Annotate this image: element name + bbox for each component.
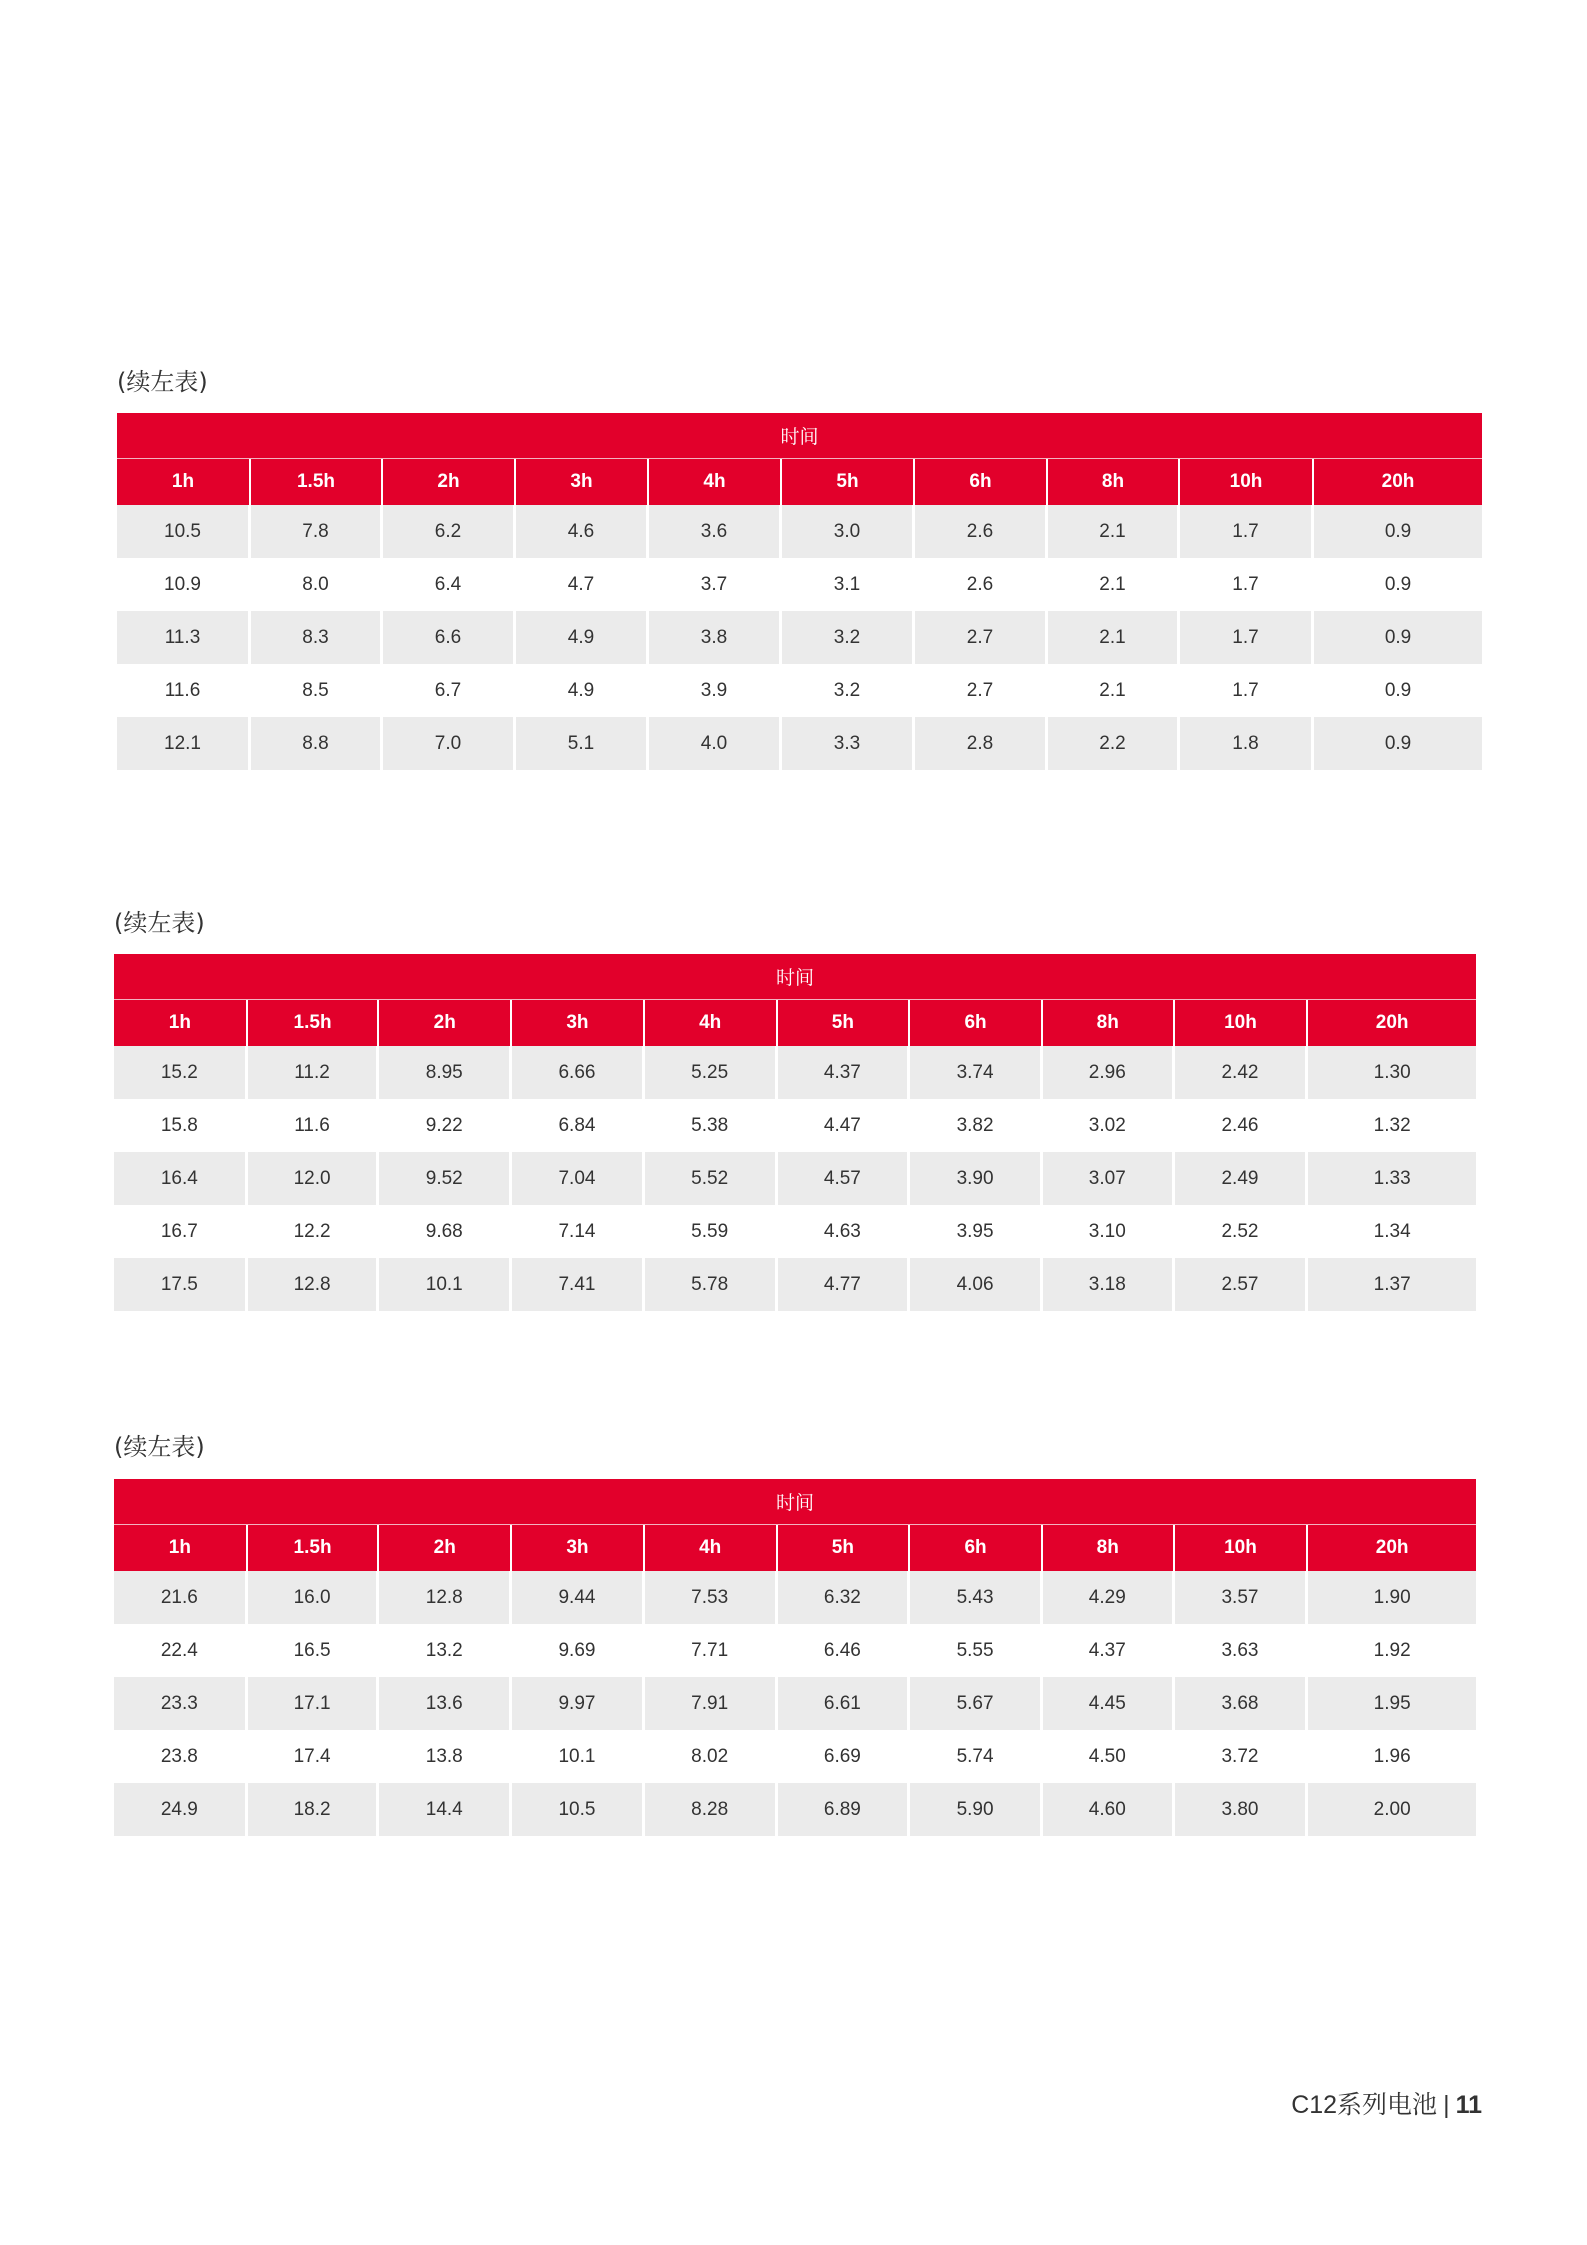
table-cell: 1.7 [1180,505,1314,558]
table-cell: 9.68 [379,1205,512,1258]
table-cell: 0.9 [1314,717,1482,770]
table-cell: 6.66 [512,1046,645,1099]
table-cell: 9.44 [512,1571,645,1624]
table-cell: 7.14 [512,1205,645,1258]
column-header: 8h [1048,459,1180,505]
table-cell: 8.02 [645,1730,778,1783]
table-cell: 5.67 [910,1677,1043,1730]
table-cell: 2.1 [1048,611,1180,664]
discharge-table [114,1479,1476,1836]
table-caption: (续左表) [117,368,208,396]
table-cell: 9.69 [512,1624,645,1677]
table-cell: 1.92 [1308,1624,1476,1677]
column-header: 20h [1308,1525,1476,1571]
table-cell: 10.5 [117,505,251,558]
table-title: 时间 [114,954,1476,1000]
table-cell: 24.9 [114,1783,248,1836]
table-cell: 7.41 [512,1258,645,1311]
table-cell: 4.63 [778,1205,911,1258]
table-row [114,1046,1476,1099]
discharge-table [114,954,1476,1311]
table-cell: 12.8 [248,1258,380,1311]
table-cell: 3.3 [782,717,915,770]
table-cell: 3.10 [1043,1205,1175,1258]
column-header: 5h [778,1000,911,1046]
column-header: 5h [778,1525,911,1571]
table-cell: 0.9 [1314,505,1482,558]
table-cell: 8.95 [379,1046,512,1099]
table-title-row [114,1479,1476,1525]
table-cell: 3.80 [1175,1783,1309,1836]
column-header: 1.5h [251,459,383,505]
table-cell: 4.06 [910,1258,1043,1311]
table-cell: 23.8 [114,1730,248,1783]
column-header: 1h [114,1000,248,1046]
table-cell: 3.02 [1043,1099,1175,1152]
table-cell: 5.43 [910,1571,1043,1624]
column-header: 8h [1043,1525,1175,1571]
table-cell: 4.6 [516,505,649,558]
footer-separator: | [1443,2091,1450,2119]
column-header: 10h [1175,1000,1309,1046]
table-cell: 4.77 [778,1258,911,1311]
page-footer [1291,2085,1482,2121]
table-cell: 5.38 [645,1099,778,1152]
table-cell: 3.2 [782,611,915,664]
table-cell: 8.8 [251,717,383,770]
table-cell: 1.90 [1308,1571,1476,1624]
table-cell: 3.68 [1175,1677,1309,1730]
table-cell: 10.9 [117,558,251,611]
table-cell: 11.2 [248,1046,380,1099]
column-header: 3h [516,459,649,505]
table-cell: 2.46 [1175,1099,1309,1152]
table-header-row [117,459,1482,505]
table-cell: 4.45 [1043,1677,1175,1730]
table-row [114,1783,1476,1836]
column-header: 1h [114,1525,248,1571]
table-cell: 16.7 [114,1205,248,1258]
table-cell: 3.72 [1175,1730,1309,1783]
table-cell: 12.2 [248,1205,380,1258]
table-title: 时间 [117,413,1482,459]
table-cell: 15.2 [114,1046,248,1099]
table-cell: 16.5 [248,1624,380,1677]
table-cell: 8.0 [251,558,383,611]
table-cell: 2.7 [915,664,1048,717]
table-row [114,1624,1476,1677]
table-cell: 3.18 [1043,1258,1175,1311]
table-cell: 15.8 [114,1099,248,1152]
table-title: 时间 [114,1479,1476,1525]
footer-label: C12系列电池 [1291,2091,1438,2119]
table-cell: 0.9 [1314,558,1482,611]
table-row [114,1730,1476,1783]
table-title-row [114,954,1476,1000]
table-cell: 16.4 [114,1152,248,1205]
column-header: 6h [910,1525,1043,1571]
table-cell: 2.49 [1175,1152,1309,1205]
column-header: 8h [1043,1000,1175,1046]
column-header: 6h [915,459,1048,505]
column-header: 3h [512,1525,645,1571]
table-cell: 6.84 [512,1099,645,1152]
table-cell: 1.95 [1308,1677,1476,1730]
table-cell: 7.53 [645,1571,778,1624]
table-cell: 13.8 [379,1730,512,1783]
table-cell: 9.22 [379,1099,512,1152]
table-row [114,1205,1476,1258]
column-header: 2h [379,1000,512,1046]
table-cell: 3.63 [1175,1624,1309,1677]
table-cell: 2.42 [1175,1046,1309,1099]
table-cell: 3.0 [782,505,915,558]
table-cell: 4.9 [516,611,649,664]
column-header: 10h [1175,1525,1309,1571]
table-header-row [114,1525,1476,1571]
table-cell: 12.0 [248,1152,380,1205]
table-cell: 1.37 [1308,1258,1476,1311]
table-cell: 4.37 [1043,1624,1175,1677]
table-cell: 5.78 [645,1258,778,1311]
table-cell: 1.33 [1308,1152,1476,1205]
table-cell: 2.1 [1048,505,1180,558]
table-cell: 6.7 [383,664,516,717]
table-cell: 4.37 [778,1046,911,1099]
table-cell: 4.0 [649,717,782,770]
table-cell: 21.6 [114,1571,248,1624]
table-cell: 5.55 [910,1624,1043,1677]
table-cell: 2.52 [1175,1205,1309,1258]
table-cell: 3.07 [1043,1152,1175,1205]
table-cell: 1.7 [1180,611,1314,664]
table-cell: 3.95 [910,1205,1043,1258]
table-cell: 1.34 [1308,1205,1476,1258]
table-cell: 4.7 [516,558,649,611]
table-cell: 8.28 [645,1783,778,1836]
table-cell: 2.57 [1175,1258,1309,1311]
table-cell: 11.3 [117,611,251,664]
table-cell: 17.4 [248,1730,380,1783]
table-cell: 10.1 [512,1730,645,1783]
table-cell: 2.1 [1048,664,1180,717]
table-cell: 2.2 [1048,717,1180,770]
table-cell: 10.1 [379,1258,512,1311]
table-cell: 1.8 [1180,717,1314,770]
table-cell: 1.30 [1308,1046,1476,1099]
table-cell: 4.60 [1043,1783,1175,1836]
column-header: 4h [649,459,782,505]
table-cell: 13.6 [379,1677,512,1730]
table-cell: 7.04 [512,1152,645,1205]
table-row [114,1677,1476,1730]
column-header: 1h [117,459,251,505]
table-cell: 3.9 [649,664,782,717]
column-header: 1.5h [248,1525,380,1571]
table-cell: 4.29 [1043,1571,1175,1624]
column-header: 4h [645,1000,778,1046]
column-header: 20h [1314,459,1482,505]
table-cell: 12.1 [117,717,251,770]
table-cell: 5.1 [516,717,649,770]
table-row [117,664,1482,717]
table-cell: 3.2 [782,664,915,717]
table-cell: 9.97 [512,1677,645,1730]
table-cell: 5.25 [645,1046,778,1099]
table-row [117,558,1482,611]
column-header: 2h [379,1525,512,1571]
table-cell: 7.91 [645,1677,778,1730]
table-cell: 9.52 [379,1152,512,1205]
column-header: 10h [1180,459,1314,505]
table-row [114,1258,1476,1311]
table-cell: 3.6 [649,505,782,558]
table-cell: 1.32 [1308,1099,1476,1152]
table-caption: (续左表) [114,1433,205,1461]
table-cell: 7.71 [645,1624,778,1677]
column-header: 5h [782,459,915,505]
table-cell: 23.3 [114,1677,248,1730]
table-cell: 5.90 [910,1783,1043,1836]
table-cell: 5.59 [645,1205,778,1258]
table-cell: 4.50 [1043,1730,1175,1783]
table-cell: 17.5 [114,1258,248,1311]
table-cell: 3.8 [649,611,782,664]
table-cell: 6.61 [778,1677,911,1730]
table-cell: 14.4 [379,1783,512,1836]
table-caption: (续左表) [114,909,205,937]
column-header: 3h [512,1000,645,1046]
table-cell: 6.89 [778,1783,911,1836]
table-cell: 11.6 [117,664,251,717]
column-header: 20h [1308,1000,1476,1046]
table-row [117,611,1482,664]
table-cell: 6.4 [383,558,516,611]
table-row [114,1152,1476,1205]
table-cell: 6.2 [383,505,516,558]
table-cell: 7.8 [251,505,383,558]
table-cell: 17.1 [248,1677,380,1730]
table-cell: 4.57 [778,1152,911,1205]
table-cell: 0.9 [1314,664,1482,717]
table-cell: 2.1 [1048,558,1180,611]
table-cell: 2.00 [1308,1783,1476,1836]
table-cell: 4.9 [516,664,649,717]
table-row [117,717,1482,770]
table-cell: 2.7 [915,611,1048,664]
table-cell: 7.0 [383,717,516,770]
table-cell: 6.32 [778,1571,911,1624]
table-cell: 22.4 [114,1624,248,1677]
table-cell: 3.7 [649,558,782,611]
table-cell: 11.6 [248,1099,380,1152]
table-cell: 1.7 [1180,664,1314,717]
table-cell: 18.2 [248,1783,380,1836]
table-cell: 5.52 [645,1152,778,1205]
table-cell: 10.5 [512,1783,645,1836]
table-row [117,505,1482,558]
table-cell: 3.90 [910,1152,1043,1205]
table-cell: 2.6 [915,505,1048,558]
column-header: 6h [910,1000,1043,1046]
table-cell: 2.8 [915,717,1048,770]
table-cell: 3.82 [910,1099,1043,1152]
page-number: 11 [1455,2091,1482,2119]
table-cell: 1.96 [1308,1730,1476,1783]
table-cell: 6.46 [778,1624,911,1677]
table-cell: 3.57 [1175,1571,1309,1624]
table-title-row [117,413,1482,459]
table-cell: 3.74 [910,1046,1043,1099]
table-cell: 13.2 [379,1624,512,1677]
table-cell: 6.69 [778,1730,911,1783]
table-cell: 0.9 [1314,611,1482,664]
table-cell: 6.6 [383,611,516,664]
table-cell: 5.74 [910,1730,1043,1783]
column-header: 1.5h [248,1000,380,1046]
column-header: 4h [645,1525,778,1571]
table-cell: 8.5 [251,664,383,717]
discharge-table [117,413,1482,770]
table-cell: 1.7 [1180,558,1314,611]
table-cell: 2.96 [1043,1046,1175,1099]
table-cell: 16.0 [248,1571,380,1624]
table-row [114,1099,1476,1152]
table-cell: 2.6 [915,558,1048,611]
table-cell: 4.47 [778,1099,911,1152]
table-cell: 12.8 [379,1571,512,1624]
table-cell: 8.3 [251,611,383,664]
table-row [114,1571,1476,1624]
table-cell: 3.1 [782,558,915,611]
column-header: 2h [383,459,516,505]
table-header-row [114,1000,1476,1046]
